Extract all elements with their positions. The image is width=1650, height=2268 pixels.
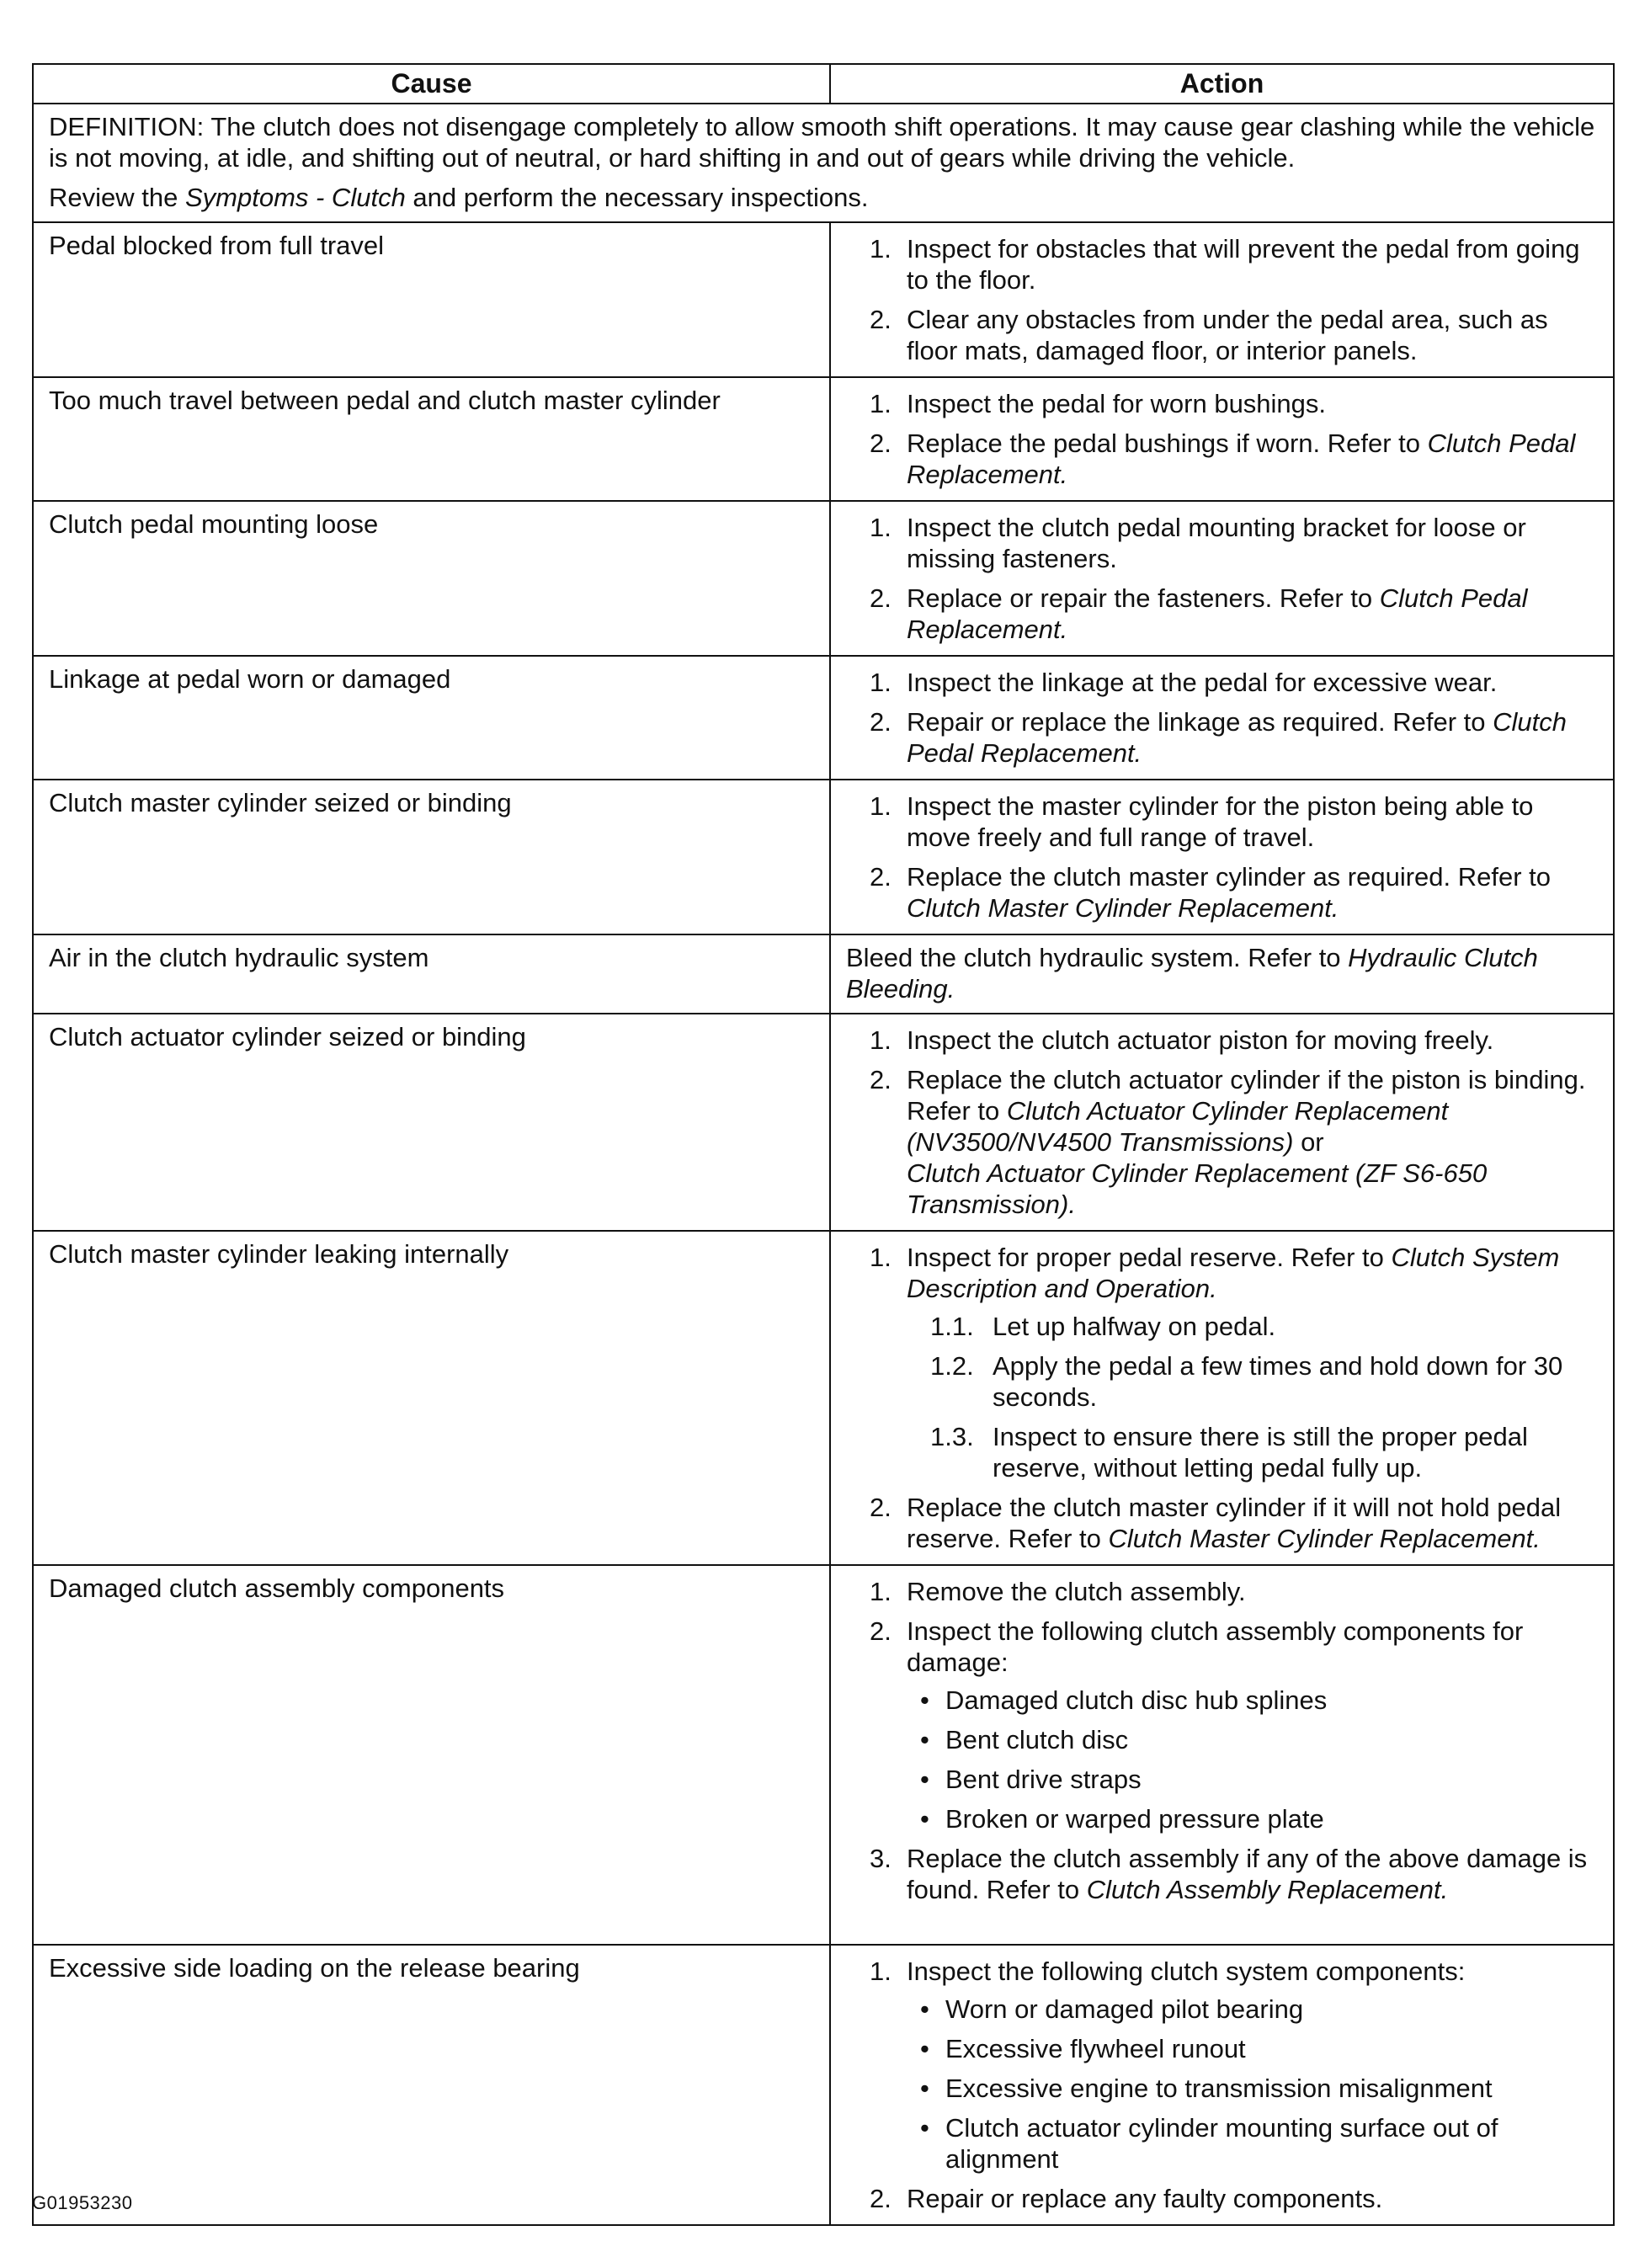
step-text: Repair or replace the linkage as required. Refer to xyxy=(907,707,1493,737)
step-number: 1. xyxy=(870,1025,892,1055)
step-number: 2. xyxy=(870,2184,892,2213)
bullet-item: • Excessive flywheel runout xyxy=(907,2033,1601,2064)
table-row xyxy=(33,934,1614,1014)
cause-cell: Clutch pedal mounting loose xyxy=(33,501,830,656)
action-cell xyxy=(830,780,1614,934)
review-prefix: Review the xyxy=(49,183,185,212)
step-number: 2. xyxy=(870,707,892,737)
table-row xyxy=(33,222,1614,377)
table-row xyxy=(33,501,1614,656)
step-number: 1. xyxy=(870,234,892,264)
action-step xyxy=(846,428,1601,490)
step-text: Inspect for proper pedal reserve. Refer to xyxy=(907,1243,1392,1272)
step-number: 2. xyxy=(870,305,892,334)
action-step xyxy=(846,2183,1601,2214)
cause-cell: Too much travel between pedal and clutch master cylinder xyxy=(33,377,830,501)
bullet-item: • Worn or damaged pilot bearing xyxy=(907,1994,1601,2025)
step-number: 1. xyxy=(870,791,892,821)
step-number: 2. xyxy=(870,862,892,892)
cell-spacer xyxy=(846,1907,1601,1935)
action-cell xyxy=(830,501,1614,656)
action-substep xyxy=(907,1350,1601,1413)
substep-number: 1.3. xyxy=(930,1422,974,1451)
action-step xyxy=(846,1492,1601,1554)
action-step xyxy=(846,1242,1601,1483)
action-reference: Hydraulic Clutch Bleeding. xyxy=(846,943,1538,1004)
action-step xyxy=(846,512,1601,574)
step-number: 2. xyxy=(870,583,892,613)
action-text: Bleed the clutch hydraulic system. Refer to xyxy=(846,943,1349,972)
step-number: 1. xyxy=(870,1243,892,1272)
action-cell xyxy=(830,656,1614,780)
action-cell xyxy=(830,934,1614,1014)
bullet-item: • Excessive engine to transmission misalignment xyxy=(907,2073,1601,2104)
action-step xyxy=(846,233,1601,295)
step-text: Replace the clutch master cylinder if it will not hold pedal reserve. Refer to xyxy=(907,1493,1562,1553)
action-cell xyxy=(830,1231,1614,1565)
action-step xyxy=(846,1843,1601,1905)
bullet-item: • Broken or warped pressure plate xyxy=(907,1803,1601,1834)
diagnostic-table xyxy=(32,63,1615,2226)
review-ref: Symptoms - Clutch xyxy=(184,183,406,212)
bullet-item: • Damaged clutch disc hub splines xyxy=(907,1685,1601,1716)
action-step xyxy=(846,1025,1601,1056)
action-step xyxy=(846,304,1601,366)
action-step xyxy=(846,1576,1601,1607)
cause-cell: Linkage at pedal worn or damaged xyxy=(33,656,830,780)
step-text: Replace the pedal bushings if worn. Refer to xyxy=(907,429,1428,458)
review-note xyxy=(49,182,1601,213)
action-cell xyxy=(830,1014,1614,1231)
action-cell xyxy=(830,1565,1614,1945)
table-row xyxy=(33,1565,1614,1945)
bullet-item: • Bent clutch disc xyxy=(907,1724,1601,1755)
step-reference: Clutch Pedal Replacement. xyxy=(907,707,1568,768)
step-number: 1. xyxy=(870,513,892,542)
step-text: Remove the clutch assembly. xyxy=(907,1577,1246,1606)
step-text: Repair or replace any faulty components. xyxy=(907,2184,1383,2213)
step-text: Inspect the following clutch system components: xyxy=(907,1957,1466,1986)
action-cell xyxy=(830,377,1614,501)
table-row xyxy=(33,1945,1614,2225)
step-text: Replace the clutch actuator cylinder if the piston is binding. Refer to xyxy=(907,1065,1586,1126)
step-number: 2. xyxy=(870,1616,892,1646)
action-step xyxy=(846,583,1601,645)
step-number: 3. xyxy=(870,1844,892,1873)
action-substep xyxy=(907,1311,1601,1342)
step-number: 1. xyxy=(870,668,892,697)
action-step xyxy=(846,791,1601,853)
bullet-item: • Clutch actuator cylinder mounting surface out of alignment xyxy=(907,2112,1601,2175)
header-cause: Cause xyxy=(33,64,830,104)
step-reference: Clutch Assembly Replacement. xyxy=(1086,1875,1449,1904)
step-number: 2. xyxy=(870,1493,892,1522)
step-reference: Clutch Actuator Cylinder Replacement (NV3500/NV4500 Transmissions) xyxy=(907,1096,1449,1157)
step-reference: Clutch Pedal Replacement. xyxy=(907,429,1576,489)
step-text: Replace the clutch master cylinder as required. Refer to xyxy=(907,862,1552,892)
action-step xyxy=(846,1064,1601,1220)
action-step xyxy=(846,861,1601,924)
step-text: Clear any obstacles from under the pedal area, such as floor mats, damaged floor, or interior panels. xyxy=(907,305,1548,365)
cause-cell: Air in the clutch hydraulic system xyxy=(33,934,830,1014)
action-step xyxy=(846,1956,1601,2175)
step-text: Inspect the following clutch assembly components for damage: xyxy=(907,1616,1524,1677)
substep-text: Apply the pedal a few times and hold down for 30 seconds. xyxy=(993,1351,1563,1412)
substep-number: 1.1. xyxy=(930,1312,974,1341)
step-reference: Clutch Actuator Cylinder Replacement (ZF S6-650 Transmission). xyxy=(907,1158,1488,1219)
table-row xyxy=(33,1231,1614,1565)
cause-cell: Damaged clutch assembly components xyxy=(33,1565,830,1945)
step-number: 1. xyxy=(870,1957,892,1986)
action-substep xyxy=(907,1421,1601,1483)
step-reference: Clutch Master Cylinder Replacement. xyxy=(1108,1524,1541,1553)
step-reference: Clutch Master Cylinder Replacement. xyxy=(907,893,1339,923)
action-cell xyxy=(830,222,1614,377)
step-text: Inspect for obstacles that will prevent the pedal from going to the floor. xyxy=(907,234,1580,295)
header-action: Action xyxy=(830,64,1614,104)
step-text: Replace or repair the fasteners. Refer to xyxy=(907,583,1380,613)
step-text: Inspect the master cylinder for the piston being able to move freely and full range of travel. xyxy=(907,791,1534,852)
bullet-item: • Bent drive straps xyxy=(907,1764,1601,1795)
cause-cell: Pedal blocked from full travel xyxy=(33,222,830,377)
substep-number: 1.2. xyxy=(930,1351,974,1381)
step-number: 2. xyxy=(870,429,892,458)
review-suffix: and perform the necessary inspections. xyxy=(405,183,869,212)
action-step xyxy=(846,667,1601,698)
step-number: 1. xyxy=(870,1577,892,1606)
cause-cell: Excessive side loading on the release bearing xyxy=(33,1945,830,2225)
step-text: Inspect the pedal for worn bushings. xyxy=(907,389,1327,418)
action-step xyxy=(846,1616,1601,1834)
definition-cell xyxy=(33,104,1614,222)
definition-text: DEFINITION: The clutch does not disengage completely to allow smooth shift operations. It may cause gear clashing while the vehicle is not moving, at idle, and shifting out of neutral, or hard shifting in and out of gears while driving the vehicle. xyxy=(49,112,1595,173)
action-step xyxy=(846,706,1601,769)
table-row xyxy=(33,377,1614,501)
step-text: Replace the clutch assembly if any of the above damage is found. Refer to xyxy=(907,1844,1588,1904)
substep-text: Let up halfway on pedal. xyxy=(993,1312,1276,1341)
table-row xyxy=(33,656,1614,780)
step-text-joiner: or xyxy=(1293,1127,1324,1157)
definition-row xyxy=(33,104,1614,222)
step-number: 1. xyxy=(870,389,892,418)
step-number: 2. xyxy=(870,1065,892,1094)
step-text: Inspect the clutch actuator piston for moving freely. xyxy=(907,1025,1494,1055)
step-text: Inspect the clutch pedal mounting bracket for loose or missing fasteners. xyxy=(907,513,1526,573)
table-row xyxy=(33,780,1614,934)
step-reference: Clutch Pedal Replacement. xyxy=(907,583,1528,644)
action-step xyxy=(846,388,1601,419)
cause-cell: Clutch master cylinder seized or binding xyxy=(33,780,830,934)
cause-cell: Clutch actuator cylinder seized or binding xyxy=(33,1014,830,1231)
action-cell xyxy=(830,1945,1614,2225)
cause-cell: Clutch master cylinder leaking internally xyxy=(33,1231,830,1565)
substep-text: Inspect to ensure there is still the proper pedal reserve, without letting pedal fully up. xyxy=(993,1422,1528,1483)
header-row xyxy=(33,64,1614,104)
table-row xyxy=(33,1014,1614,1231)
step-reference: Clutch System Description and Operation. xyxy=(907,1243,1560,1303)
figure-id: G01953230 xyxy=(32,2192,133,2213)
step-text: Inspect the linkage at the pedal for excessive wear. xyxy=(907,668,1498,697)
